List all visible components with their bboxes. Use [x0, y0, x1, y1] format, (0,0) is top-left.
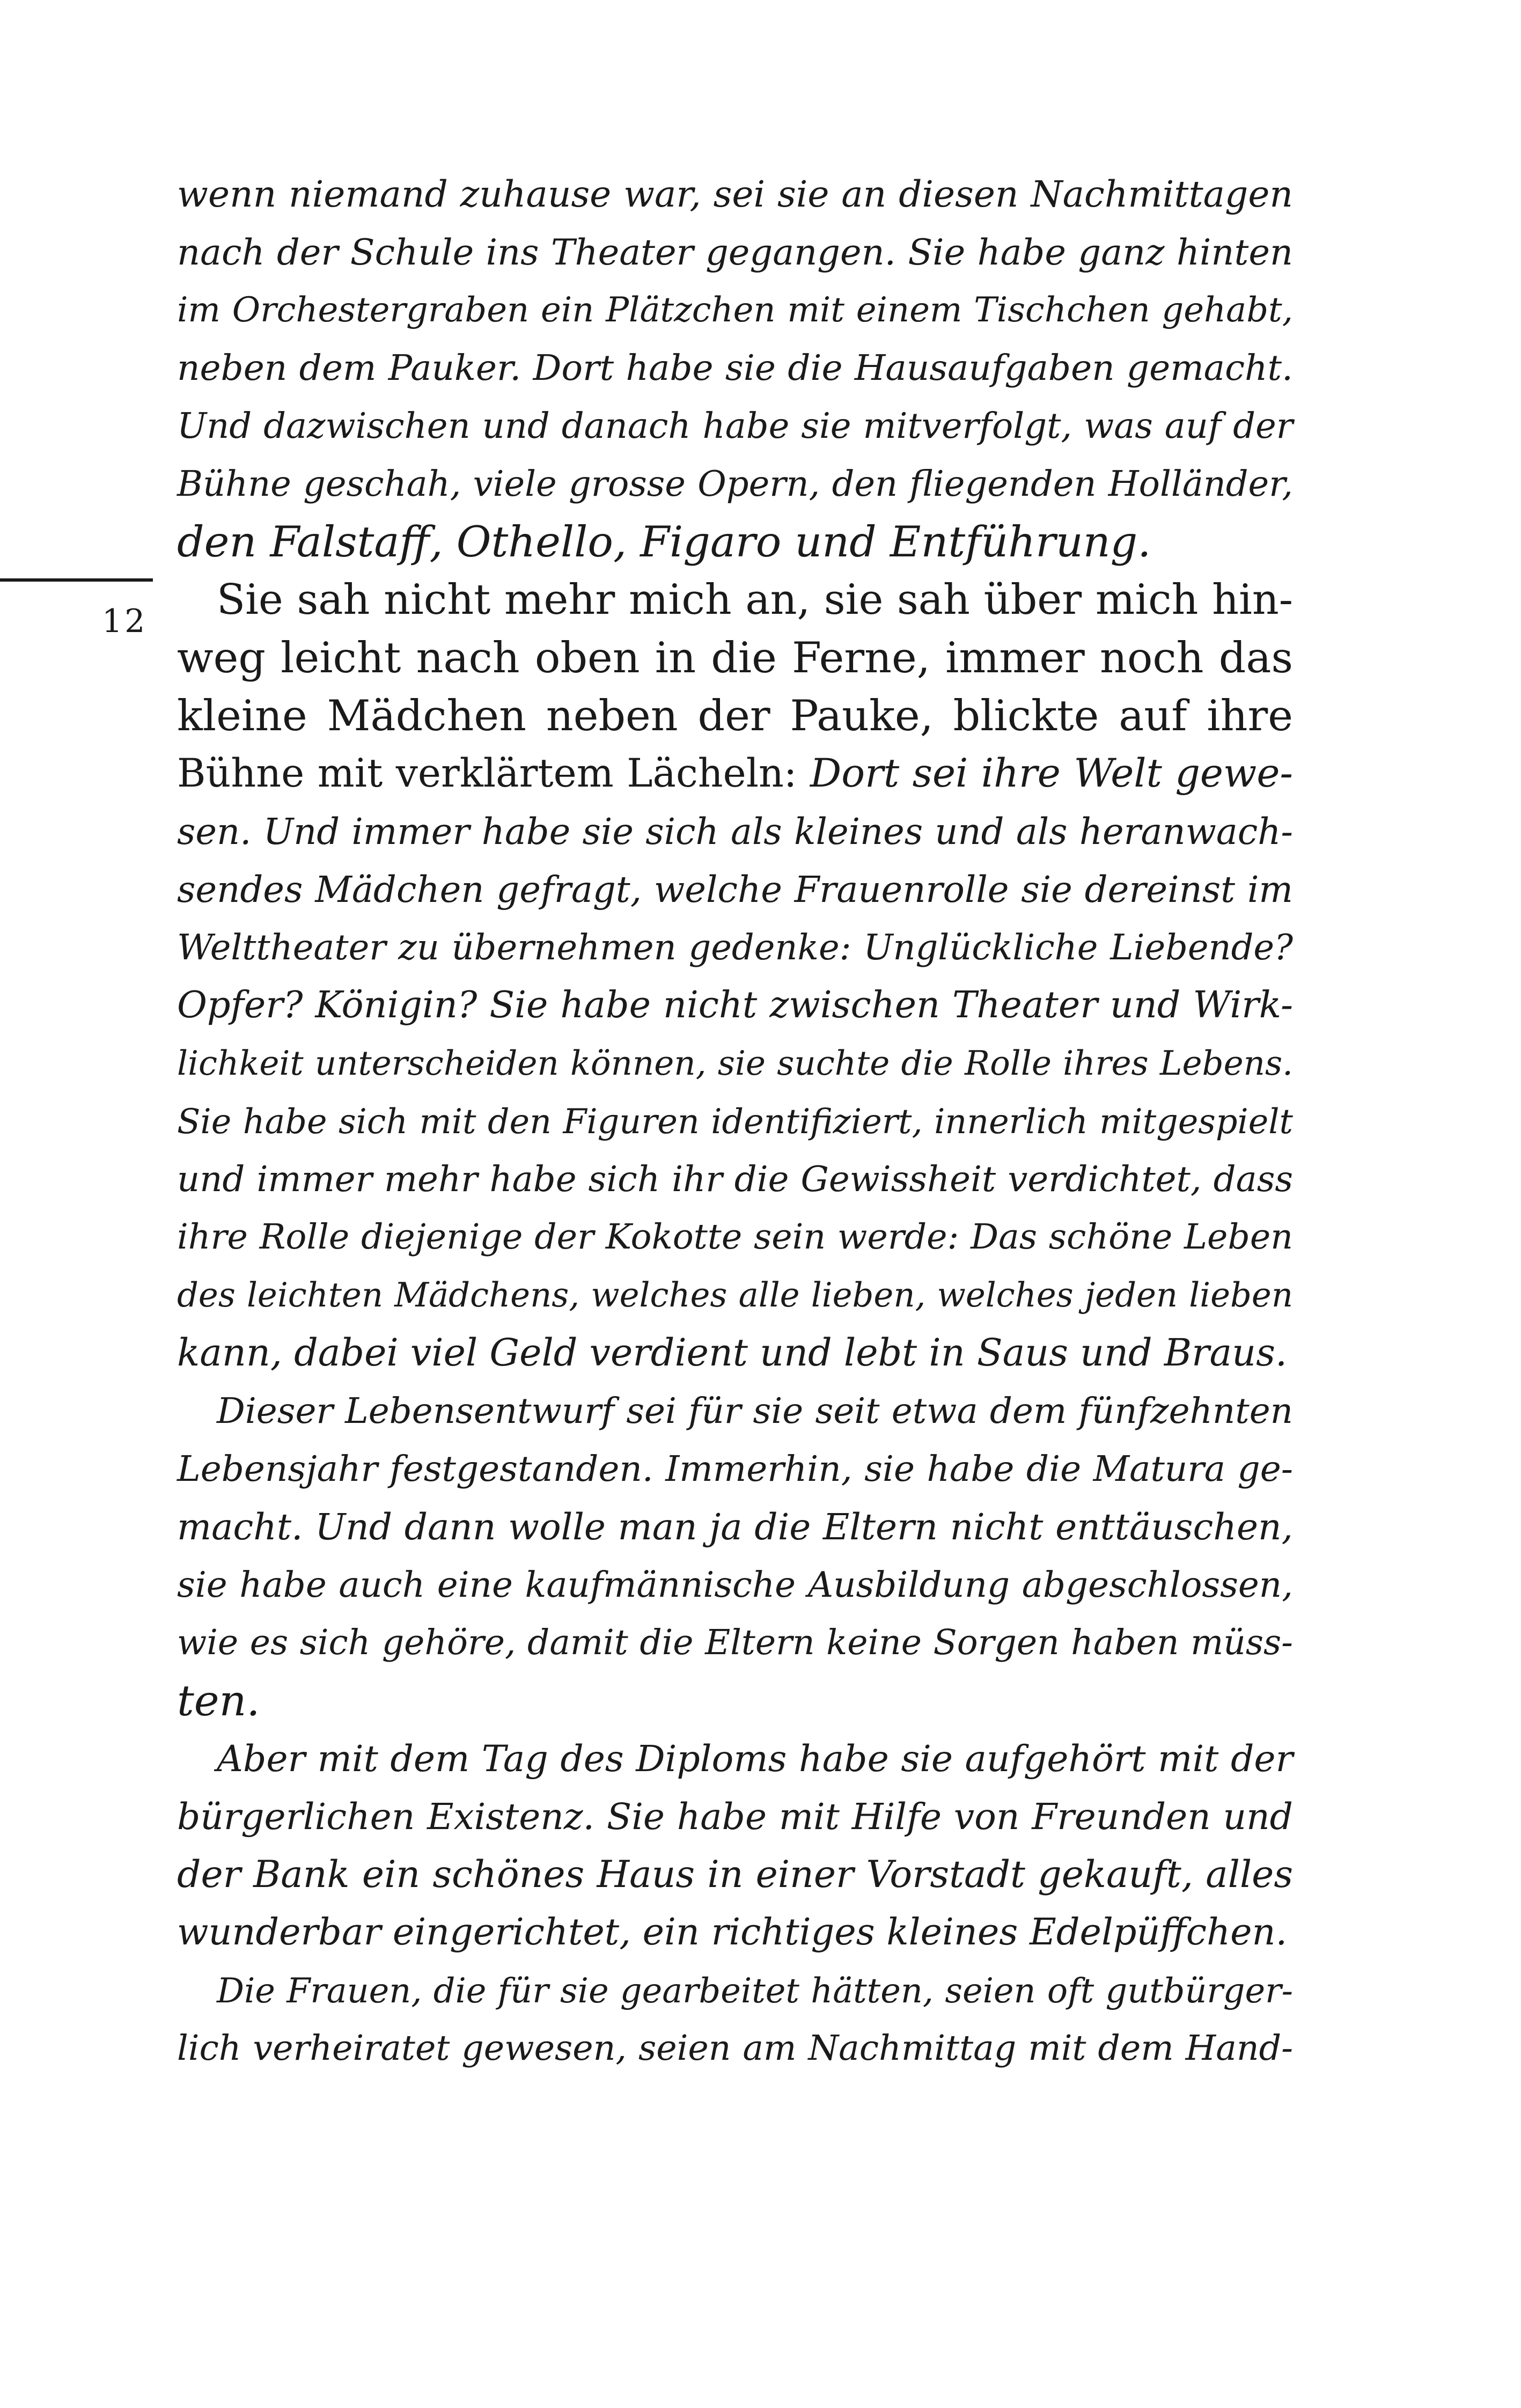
text-line: [177, 1672, 1293, 1730]
text-line: [177, 1556, 1293, 1614]
text-segment: im Orchestergraben ein Plätzchen mit einem Tischchen gehabt,: [177, 290, 1293, 330]
page-number: 12: [102, 603, 148, 640]
text-segment: Sie habe sich mit den Figuren identifiziert, innerlich mitgespielt: [177, 1102, 1293, 1141]
text-segment: weg leicht nach oben in die Ferne, immer noch das: [177, 633, 1293, 682]
text-segment: Opfer? Königin? Sie habe nicht zwischen Theater und Wirk-: [177, 984, 1293, 1026]
text-line: [177, 165, 1293, 223]
text-line: [177, 2020, 1293, 2077]
text-line: [177, 1208, 1293, 1266]
text-line: [177, 861, 1293, 919]
text-segment: wie es sich gehöre, damit die Eltern keine Sorgen haben müss-: [177, 1623, 1293, 1663]
text-segment: kleine Mädchen neben der Pauke, blickte auf ihre: [177, 691, 1293, 740]
text-line: [177, 223, 1293, 281]
text-segment: kann, dabei viel Geld verdient und lebt in Saus und Braus.: [177, 1331, 1288, 1375]
text-segment: ihre Rolle diejenige der Kokotte sein werde: Das schöne Leben: [177, 1217, 1293, 1257]
text-line: [177, 1962, 1293, 2020]
text-segment: Die Frauen, die für sie gearbeitet hätten, seien oft gutbürger-: [217, 1971, 1293, 2010]
text-line: [177, 1730, 1293, 1788]
text-segment: wenn niemand zuhause war, sei sie an diesen Nachmittagen: [177, 173, 1293, 215]
text-segment: nach der Schule ins Theater gegangen. Sie habe ganz hinten: [177, 231, 1293, 273]
text-segment: lich verheiratet gewesen, seien am Nachmittag mit dem Hand-: [177, 2028, 1293, 2068]
text-line: [177, 1498, 1293, 1556]
text-line: [177, 339, 1293, 397]
text-line: [177, 397, 1293, 455]
text-line: [177, 629, 1293, 687]
text-segment: Welttheater zu übernehmen gedenke: Unglückliche Liebende?: [177, 927, 1293, 968]
page-rule: [0, 578, 153, 582]
text-segment: ten.: [177, 1676, 260, 1726]
text-line: [177, 1846, 1293, 1904]
text-segment: Lebensjahr festgestanden. Immerhin, sie habe die Matura ge-: [177, 1448, 1293, 1489]
text-line: [177, 687, 1293, 745]
text-line: [177, 571, 1293, 629]
text-line: [177, 1324, 1293, 1382]
text-line: [177, 1092, 1293, 1150]
text-segment: des leichten Mädchens, welches alle lieben, welches jeden lieben: [177, 1275, 1293, 1315]
text-line: [177, 1150, 1293, 1208]
text-segment: macht. Und dann wolle man ja die Eltern nicht enttäuschen,: [177, 1506, 1293, 1548]
text-line: [177, 1382, 1293, 1440]
text-segment: Aber mit dem Tag des Diploms habe sie aufgehört mit der: [217, 1737, 1293, 1780]
text-segment: bürgerlichen Existenz. Sie habe mit Hilfe von Freunden und: [177, 1795, 1293, 1838]
text-line: [177, 803, 1293, 861]
text-segment: den Falstaff, Othello, Figaro und Entführung.: [177, 517, 1151, 567]
text-segment: neben dem Pauker. Dort habe sie die Hausaufgaben gemacht.: [177, 347, 1293, 388]
text-segment: Dort sei ihre Welt gewe-: [810, 751, 1293, 796]
text-segment: Dieser Lebensentwurf sei für sie seit etwa dem fünfzehnten: [217, 1390, 1293, 1431]
text-line: [177, 513, 1293, 571]
text-segment: der Bank ein schönes Haus in einer Vorstadt gekauft, alles: [177, 1853, 1293, 1896]
text-segment: Bühne mit verklärtem Lächeln:: [177, 751, 810, 796]
text-line: [177, 455, 1293, 513]
text-segment: Und dazwischen und danach habe sie mitverfolgt, was auf der: [177, 406, 1293, 446]
text-line: [177, 919, 1293, 977]
text-line: [177, 1440, 1293, 1498]
body-text: [177, 165, 1293, 2077]
text-segment: Sie sah nicht mehr mich an, sie sah über mich hin-: [217, 576, 1293, 624]
text-segment: sie habe auch eine kaufmännische Ausbildung abgeschlossen,: [177, 1565, 1293, 1605]
text-line: [177, 977, 1293, 1034]
text-segment: sen. Und immer habe sie sich als kleines und als heranwach-: [177, 811, 1293, 853]
text-segment: lichkeit unterscheiden können, sie suchte die Rolle ihres Lebens.: [177, 1044, 1293, 1083]
text-segment: Bühne geschah, viele grosse Opern, den fliegenden Holländer,: [177, 464, 1293, 504]
text-line: [177, 1788, 1293, 1846]
text-line: [177, 1904, 1293, 1962]
text-segment: sendes Mädchen gefragt, welche Frauenrolle sie dereinst im: [177, 869, 1293, 911]
text-line: [177, 281, 1293, 339]
text-segment: und immer mehr habe sich ihr die Gewissheit verdichtet, dass: [177, 1159, 1293, 1200]
text-line: [177, 745, 1293, 803]
text-line: [177, 1614, 1293, 1672]
text-segment: wunderbar eingerichtet, ein richtiges kleines Edelpüffchen.: [177, 1911, 1288, 1954]
text-line: [177, 1266, 1293, 1324]
text-line: [177, 1034, 1293, 1092]
